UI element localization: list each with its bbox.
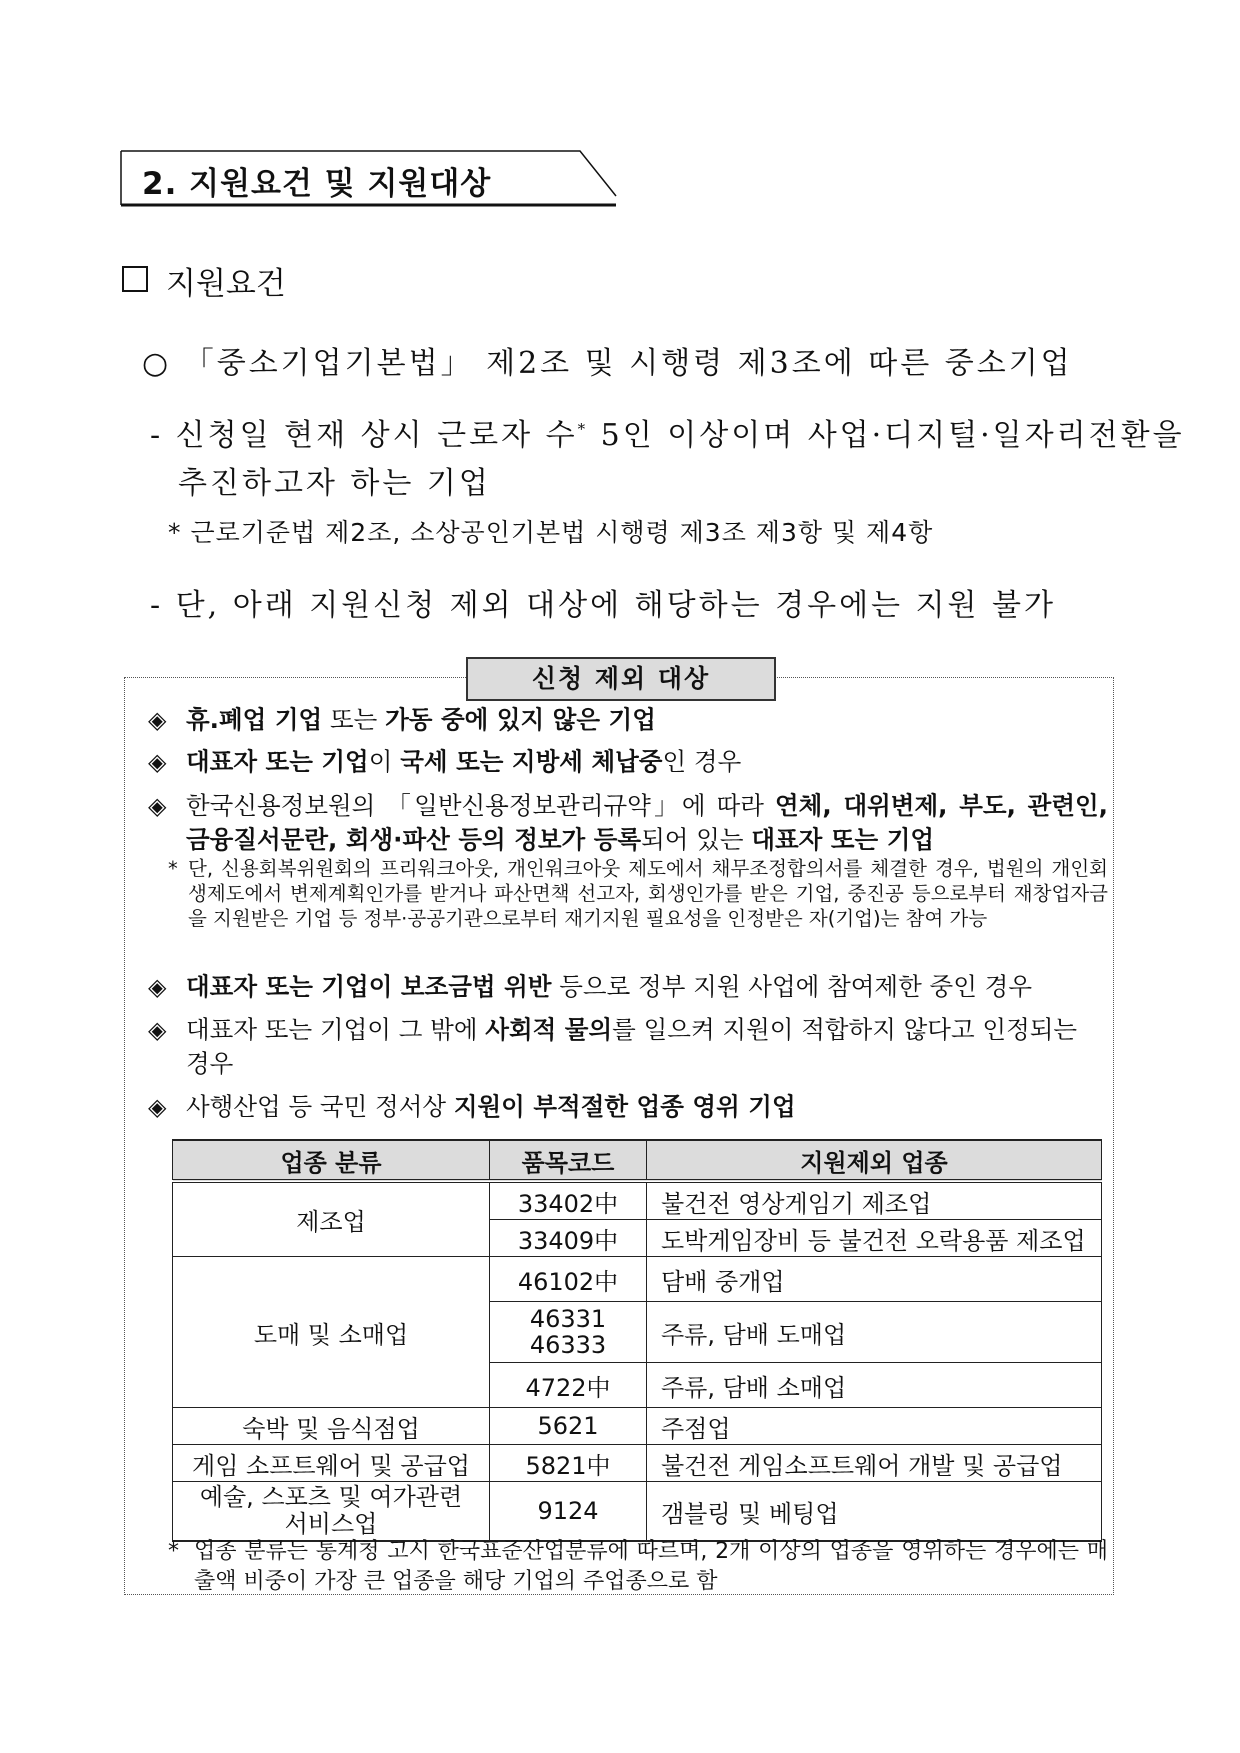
exclusion-item bbox=[148, 1013, 1108, 1081]
exclusion-item-text: 를 일으켜 지원이 적합하지 않다고 인정되는 경우 bbox=[186, 1015, 1078, 1078]
table-row bbox=[173, 1482, 1102, 1542]
exclusion-table bbox=[172, 1139, 1102, 1542]
footnote-marker: * bbox=[577, 420, 589, 438]
table-cell-code: 33409中 bbox=[490, 1220, 647, 1257]
requirement-dash-2: - 단, 아래 지원신청 제외 대상에 해당하는 경우에는 지원 불가 bbox=[150, 588, 1057, 623]
diamond-bullet-icon: ◈ bbox=[148, 748, 167, 776]
table-header-cell: 품목코드 bbox=[490, 1140, 647, 1181]
table-cell-item: 갬블링 및 베팅업 bbox=[647, 1482, 1102, 1542]
exclusion-label: 신청 제외 대상 bbox=[466, 657, 776, 701]
requirement-dash-1-line-2: 추진하고자 하는 기업 bbox=[178, 466, 491, 501]
table-cell-category bbox=[173, 1482, 490, 1542]
table-cell-category: 게임 소프트웨어 및 공급업 bbox=[173, 1445, 490, 1482]
note-text: 단, 신용회복위원회의 프리워크아웃, 개인워크아웃 제도에서 채무조정합의서를 체결한 경우, 법원의 개인회생제도에서 변제계획인가를 받거나 파산면책 선고자, 회생인가를 받은 기업, 중진공 등으로부터 재창업자금을 지원받은 기업 등 정부·공공기관으로부터 재기지원 필요성을 인정받은 자(기업)는 참여 가능 bbox=[188, 857, 1108, 930]
exclusion-item-text: 되어 있는 bbox=[641, 825, 752, 854]
exclusion-item-bold: 지원이 부적절한 업종 영위 기업 bbox=[453, 1092, 796, 1121]
table-row bbox=[173, 1257, 1102, 1302]
table-cell-item: 주류, 담배 도매업 bbox=[647, 1302, 1102, 1363]
requirement-dash-1-text-2: 5인 이상이며 사업·디지털·일자리전환을 bbox=[588, 418, 1185, 453]
table-cell-code: 9124 bbox=[490, 1482, 647, 1542]
exclusion-item-bold: 휴.폐업 기업 bbox=[186, 705, 323, 734]
table-row bbox=[173, 1181, 1102, 1220]
table-cell-code-line: 46333 bbox=[529, 1331, 607, 1359]
table-cell-item: 주점업 bbox=[647, 1408, 1102, 1445]
requirement-dash-1-text: - 신청일 현재 상시 근로자 수 bbox=[150, 418, 578, 453]
requirement-dash-1 bbox=[150, 410, 1185, 454]
diamond-bullet-icon: ◈ bbox=[148, 706, 167, 734]
exclusion-item-bold: 대표자 또는 기업 bbox=[186, 747, 369, 776]
table-cell-category-line: 예술, 스포츠 및 여가관련 bbox=[199, 1483, 463, 1511]
section-header bbox=[120, 150, 620, 208]
exclusion-item-bold: 가동 중에 있지 않은 기업 bbox=[385, 705, 656, 734]
checkbox-square-icon bbox=[122, 266, 148, 292]
table-cell-code: 5821中 bbox=[490, 1445, 647, 1482]
table-cell-category: 도매 및 소매업 bbox=[173, 1257, 490, 1408]
exclusion-item bbox=[148, 745, 1108, 779]
exclusion-item-bold: 대표자 또는 기업 bbox=[751, 825, 935, 854]
diamond-bullet-icon: ◈ bbox=[148, 1016, 167, 1044]
exclusion-item-bold: 사회적 물의 bbox=[485, 1015, 613, 1044]
table-cell-code: 5621 bbox=[490, 1408, 647, 1445]
table-cell-code: 33402中 bbox=[490, 1181, 647, 1220]
table-cell-item: 불건전 영상게임기 제조업 bbox=[647, 1181, 1102, 1220]
table-cell-item: 도박게임장비 등 불건전 오락용품 제조업 bbox=[647, 1220, 1102, 1257]
exclusion-item-bold: 국세 또는 지방세 체납중 bbox=[400, 747, 663, 776]
diamond-bullet-icon: ◈ bbox=[148, 1093, 167, 1121]
section-title: 2. 지원요건 및 지원대상 bbox=[142, 166, 492, 202]
table-header-cell: 업종 분류 bbox=[173, 1140, 490, 1181]
table-cell-code bbox=[490, 1302, 647, 1363]
table-header-row bbox=[173, 1140, 1102, 1181]
table-row bbox=[173, 1445, 1102, 1482]
diamond-bullet-icon: ◈ bbox=[148, 792, 167, 820]
exclusion-item-text: 또는 bbox=[322, 705, 386, 734]
footnote-text: 업종 분류는 통계청 고시 한국표준산업분류에 따르며, 2개 이상의 업종을 영위하는 경우에는 매출액 비중이 가장 큰 업종을 해당 기업의 주업종으로 함 bbox=[194, 1539, 1108, 1594]
table-cell-item: 주류, 담배 소매업 bbox=[647, 1363, 1102, 1408]
exclusion-item bbox=[148, 789, 1108, 857]
table-cell-code-line: 46331 bbox=[529, 1305, 607, 1333]
subheading-title: 지원요건 bbox=[166, 266, 286, 302]
table-cell-category: 숙박 및 음식점업 bbox=[173, 1408, 490, 1445]
exclusion-item-bold: 연체, 대위변제, 부도, 관련인, 금융질서문란, 회생·파산 등의 정보가 등록 bbox=[186, 791, 1108, 854]
exclusion-item-text: 사행산업 등 국민 정서상 bbox=[186, 1092, 454, 1121]
table-cell-category: 제조업 bbox=[173, 1181, 490, 1257]
table-cell-category-line: 서비스업 bbox=[284, 1510, 378, 1538]
exclusion-item-text: 한국신용정보원의 「일반신용정보관리규약」에 따라 bbox=[186, 791, 776, 820]
exclusion-item-text: 인 경우 bbox=[662, 747, 742, 776]
table-cell-code: 46102中 bbox=[490, 1257, 647, 1302]
exclusion-item-note bbox=[168, 856, 1108, 931]
diamond-bullet-icon: ◈ bbox=[148, 973, 167, 1001]
table-row bbox=[173, 1408, 1102, 1445]
exclusion-item bbox=[148, 1090, 1108, 1124]
note-star: * bbox=[168, 857, 178, 880]
requirement-note: * 근로기준법 제2조, 소상공인기본법 시행령 제3조 제3항 및 제4항 bbox=[168, 518, 934, 547]
exclusion-item bbox=[148, 970, 1108, 1004]
table-cell-code: 4722中 bbox=[490, 1363, 647, 1408]
requirement-main: ○ 「중소기업기본법」 제2조 및 시행령 제3조에 따른 중소기업 bbox=[142, 346, 1073, 381]
exclusion-item-text: 등으로 정부 지원 사업에 참여제한 중인 경우 bbox=[551, 972, 1032, 1001]
table-cell-item: 담배 중개업 bbox=[647, 1257, 1102, 1302]
table-cell-item: 불건전 게임소프트웨어 개발 및 공급업 bbox=[647, 1445, 1102, 1482]
note-star: * bbox=[168, 1539, 179, 1564]
exclusion-item-bold: 대표자 또는 기업이 보조금법 위반 bbox=[186, 972, 552, 1001]
exclusion-item-text: 대표자 또는 기업이 그 밖에 bbox=[186, 1015, 486, 1044]
exclusion-item bbox=[148, 703, 1108, 737]
table-header-cell: 지원제외 업종 bbox=[647, 1140, 1102, 1181]
exclusion-item-text: 이 bbox=[368, 747, 401, 776]
table-footnote bbox=[168, 1537, 1108, 1597]
